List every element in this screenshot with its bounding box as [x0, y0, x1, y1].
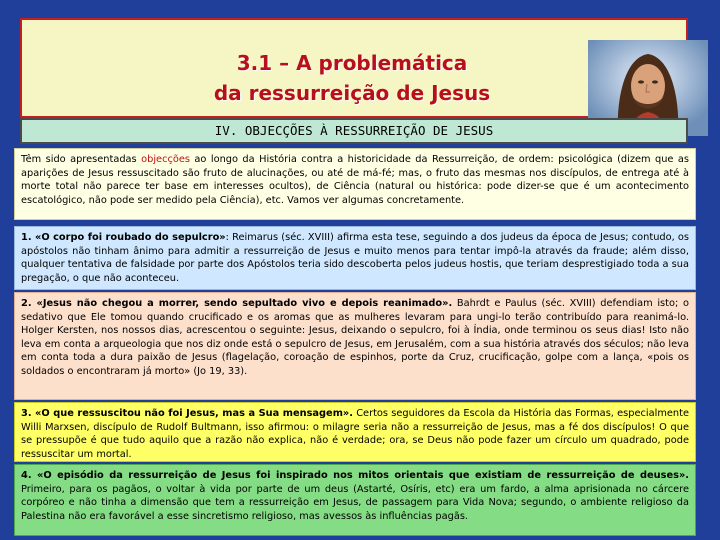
- objection-3-text: Certos seguidores da Escola da História das Formas, especialmente Willi Marxsen, discípulo de Rudolf Bultmann, isso afirmou: o milagre seria não a ressurreição de Jesus, mas a fé dos discípulos! O que se pressupõe é que tudo aquilo que a razão não explica, não é verdade; ora, se Deus não pode fazer um círculo um quadrado, pode ressuscitar um mortal.: [21, 408, 689, 460]
- objection-box-3: [14, 402, 696, 462]
- objection-2-text: Bahrdt e Paulus (séc. XVIII) defendiam isto; o sedativo que Ele tomou quando crucificado e os aromas que as mulheres levaram para ungi-lo terão contribuído para reanimá-lo. Holger Kersten, nos nossos dias, acrescentou o seguinte: Jesus, deixando o sepulcro, foi à Índia, onde terminou os seus dias! Isto não leva em conta a arqueologia que nos diz onde está o sepulcro de Jesus, em Jerusalém, com a sua história através dos séculos; não leva em conta toda a dura paixão de Jesus (flagelação, coroação de espinhos, porte da Cruz, crucificação, golpe com a lança, «pois os soldados o encontraram já morto» (Jo 19, 33).: [21, 298, 689, 377]
- objection-4-text: Primeiro, para os pagãos, o voltar à vida por parte de um deus (Astarté, Osíris, etc) era um fardo, a alma aprisionada no cárcere corpóreo e não tinha a dimensão que tem a ressurreição em Jesus, de passagem para Vida Nova; segundo, o ambiente religioso da Palestina não era favorável a esse sincretismo religioso, mas avessos às influências pagãs.: [21, 483, 689, 522]
- intro-text-start: Têm sido apresentadas: [21, 154, 142, 165]
- objection-box-2: [14, 292, 696, 400]
- objection-2-heading: 2. «Jesus não chegou a morrer, sendo sepultado vivo e depois reanimado».: [21, 298, 453, 309]
- title-frame: [20, 18, 688, 118]
- section-heading: IV. OBJECÇÕES À RESSURREIÇÃO DE JESUS: [20, 118, 688, 144]
- objection-4-heading: 4. «O episódio da ressurreição de Jesus foi inspirado nos mitos orientais que existiam de ressurreição de deuses».: [21, 470, 689, 481]
- objection-3-heading: 3. «O que ressuscitou não foi Jesus, mas a Sua mensagem».: [21, 408, 353, 419]
- title-line-2: da ressurreição de Jesus: [213, 81, 491, 105]
- slide-title: [172, 48, 532, 108]
- intro-highlight: objecções: [141, 154, 190, 165]
- objection-box-4: [14, 464, 696, 536]
- objection-box-1: [14, 226, 696, 290]
- objection-1-text: : Reimarus (séc. XVIII) afirma esta tese, seguindo a dos judeus da época de Jesus; contudo, os apóstolos não tinham ânimo para admitir a ressurreição de Jesus e muito menos para tentar impô-la através da fraude; além disso, qualquer tentativa de falsidade por parte dos Apóstolos teria sido descoberta pelos judeus hostis, que teriam desprestigiado toda a sua pregação, o que não aconteceu.: [21, 232, 690, 284]
- intro-text-end: ao longo da História contra a historicidade da Ressurreição, de ordem: psicológica (dizem que as aparições de Jesus ressuscitado são fruto de alucinações, ou até de má-fé; mas, o fruto das mesmas nos discípulos, de entrega até à morte total não parece ter base em interesses ocultos), de Ciência (natural ou histórica: pode dizer-se que é um acontecimento escatológico, não pode ser medido pela Ciência), etc. Vamos ver algumas concretamente.: [21, 154, 689, 206]
- title-line-1: 3.1 – A problemática: [236, 51, 468, 75]
- intro-box: [14, 148, 696, 220]
- objection-1-heading: 1. «O corpo foi roubado do sepulcro»: [21, 232, 226, 243]
